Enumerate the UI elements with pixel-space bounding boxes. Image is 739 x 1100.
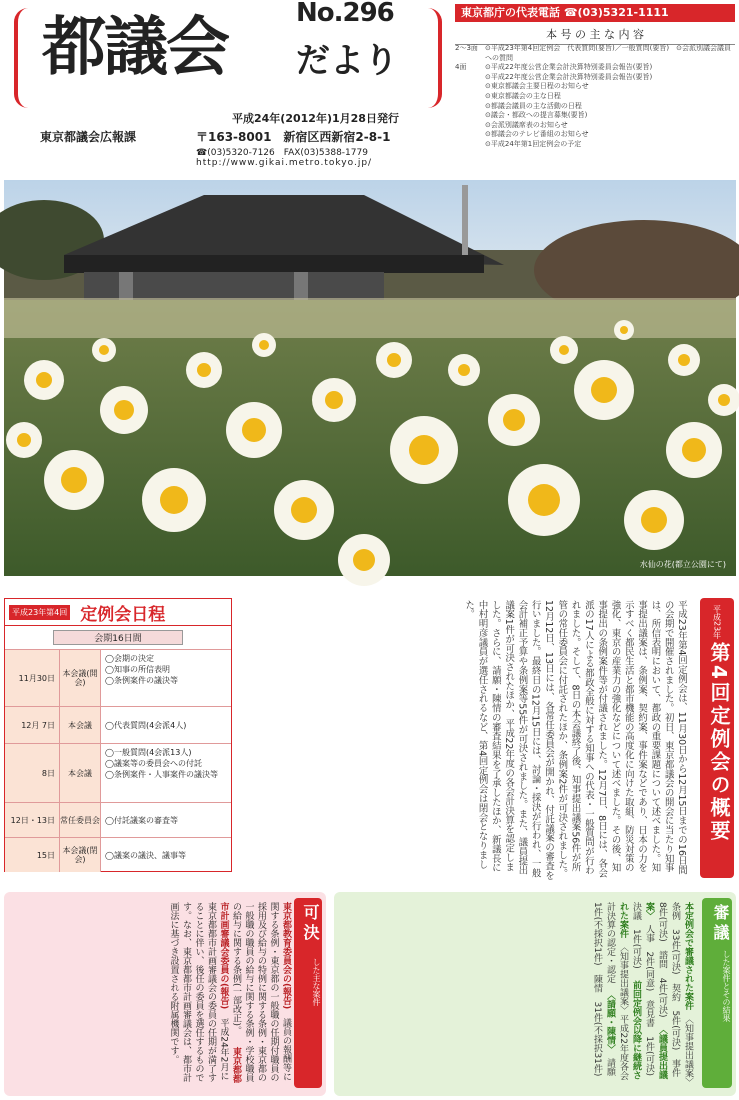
passed-label bbox=[294, 898, 322, 1088]
passed-heading: 東京都教育委員会の(報告) bbox=[281, 902, 291, 1010]
contents-row: ⊙東京都議会の主な日程 bbox=[485, 91, 561, 100]
issue-number: No.296 bbox=[296, 0, 394, 28]
schedule-type: 本会議 bbox=[59, 744, 100, 802]
schedule-row: 12月 7日 本会議 ◯代表質問(4会派4人) bbox=[5, 706, 231, 743]
website-url[interactable]: http://www.gikai.metro.tokyo.jp/ bbox=[196, 158, 373, 168]
schedule-period: 会期16日間 bbox=[53, 630, 183, 645]
passed-bills-panel bbox=[4, 892, 326, 1096]
session-headline bbox=[700, 598, 734, 878]
daffodil-field-illustration bbox=[4, 180, 736, 576]
schedule-tag: 平成23年第4回 bbox=[9, 605, 70, 620]
contents-row: ⊙議会・都政への提言募集(要旨) bbox=[485, 111, 588, 120]
schedule-row: 8日 本会議 ◯一般質問(4会派13人) ◯議案等の委員会への付託 ◯条例案件・人事案件の議決等 bbox=[5, 743, 231, 802]
contents-row: ⊙都議会議員の主な活動の日程 bbox=[485, 101, 582, 110]
schedule-type: 常任委員会 bbox=[59, 803, 100, 837]
deliberated-body: 人事 2件(同意) 意見書 1件(可決) 決議 1件(可決) bbox=[631, 902, 654, 1085]
contents-list bbox=[455, 44, 737, 150]
contents-title: 本 号 の 主 な 内 容 bbox=[455, 26, 735, 45]
publish-date: 平成24年(2012年)1月28日発行 bbox=[232, 112, 399, 125]
passed-heading: 東京都都市計画審議会委員の(報告) bbox=[218, 902, 241, 1083]
postal-address: 〒163-8001 新宿区西新宿2-8-1 bbox=[196, 130, 391, 144]
headline-title: 第4回定例会の概要 bbox=[707, 642, 731, 843]
schedule-header bbox=[5, 599, 231, 626]
passed-body: 平成24年2月に東京都都市計画審議会の委員の任期が満了することに伴い、後任の委員を選任するものです。なお、東京都都市計画審議会は、都市計画法に基づき設置される附属機関です。 bbox=[168, 902, 229, 1082]
deliberated-heading: 〈議員提出議案〉 bbox=[644, 902, 667, 1079]
schedule-row: 12日・13日 常任委員会 ◯付託議案の審査等 bbox=[5, 802, 231, 837]
deliberated-label-subtitle: した案件とその結果 bbox=[722, 950, 731, 1022]
schedule-row: 15日 本会議(閉会) ◯議案の議決、議事等 bbox=[5, 837, 231, 872]
contents-row: ⊙平成24年第1回定例会の予定 bbox=[485, 139, 582, 148]
deliberated-heading: 〈請願・陳情〉 bbox=[605, 994, 615, 1049]
contents-row: 2～3面 ⊙平成23年第4回定例会 代表質問(要旨)／一般質問(要旨) ⊙会派別議会議員への質問 bbox=[455, 44, 732, 62]
headline-year: 平成23年 bbox=[712, 604, 722, 640]
passed-label-title: 可決 bbox=[301, 904, 320, 944]
schedule-date: 15日 bbox=[5, 838, 59, 872]
contents-row: ⊙東京都議会主要日程のお知らせ bbox=[485, 82, 589, 91]
newsletter-title-suffix: だより bbox=[296, 41, 398, 81]
schedule-title: 定例会日程 bbox=[80, 604, 166, 625]
schedule-date: 12月 7日 bbox=[5, 707, 59, 743]
deliberated-bills-text bbox=[344, 902, 694, 1091]
contents-row: ⊙都議会のテレビ番組のお知らせ bbox=[485, 130, 589, 139]
photo-caption: 水仙の花(都立公園にて) bbox=[639, 560, 726, 569]
contents-row: ⊙会派別議席表のお知らせ bbox=[485, 120, 568, 129]
publisher: 東京都議会広報課 bbox=[40, 130, 137, 144]
deliberated-body: 〈知事提出議案〉平成22年度各会計決算の認定・認定 bbox=[605, 902, 628, 1080]
passed-bills-text bbox=[16, 902, 292, 1086]
phone-banner: 東京都庁の代表電話 ☎(03)5321-1111 bbox=[455, 4, 735, 22]
passed-body: 議員の報酬等に関する条例・東京都の一般職の任期付職員の採用及び給与の特例に関する条例・東京都の一般職の職員の給与に関する条例・学校職員の給与に関する条例(一部改正)。 bbox=[231, 902, 291, 1082]
daffodil-photo bbox=[4, 180, 736, 576]
schedule-row: 11月30日 本会議(開会) ◯会期の決定 ◯知事の所信表明 ◯条例案件の議決等 bbox=[5, 649, 231, 706]
contents-row: ⊙平成22年度公営企業会計決算特別委員会報告(要旨) bbox=[485, 72, 653, 81]
deliberated-heading: 本定例会で審議された案件 bbox=[683, 902, 693, 1010]
passed-label-subtitle: した主な案件 bbox=[312, 958, 321, 1006]
schedule-type: 本会議 bbox=[59, 707, 100, 743]
deliberated-body: 〈知事提出議案〉 条例 33件(可決) 契約 5件(可決) 事件 8件(可決) 諮問 4件(可決) bbox=[657, 902, 693, 1091]
contents-row: 4面 ⊙平成22年度公営企業会計決算特別委員会報告(要旨) bbox=[455, 63, 653, 72]
schedule-type: 本会議(開会) bbox=[59, 650, 100, 706]
schedule-date: 8日 bbox=[5, 744, 59, 802]
session-schedule bbox=[4, 598, 232, 872]
session-summary-text: 平成23年第4回定例会は、11月30日から12月15日までの16日間の会期で開催されました。初日、東京都議会の開会に当たり知事は、所信表明において、都政の重要課題について述べました。知事提出議案は、条例案、契約案、事件案などであり、日本の力を示すべく都民生活と都市機能の高度化に向けた取組、防災対策の強化、東京の産業力の強化などについて述べました。その後、知事提出の条例案件等が付議されました。12月7日、8日には、各会派の17人による都政全般に対する知事への代表・一般質問が行われました。そして、8日の本会議終了後、知事提出議案56件が所管の常任委員会に付託されたほか、条例案2件が可決されました。12月12日、13日には、各常任委員会が開かれ、付託議案の審査を行いました。最終日の12月15日には、討論・採決が行われ、一般会計補正予算や条例案等55件が可決されました。また、議員提出議案1件が可決されたほか、平成22年度の各会計決算を認定しました。さらに、請願・陳情の審査結果を了承したほか、新議長に中村明彦議員が選任されるなど、第4回定例会は閉会となりました。 bbox=[463, 600, 687, 880]
schedule-date: 12日・13日 bbox=[5, 803, 59, 837]
schedule-date: 11月30日 bbox=[5, 650, 59, 706]
deliberated-body: 請願 1件(不採択1件) 陳情 31件(不採択31件) bbox=[592, 902, 615, 1085]
newsletter-title: 都議会 bbox=[42, 11, 228, 85]
deliberated-label-title: 審議 bbox=[711, 904, 730, 944]
deliberated-heading: 前回定例会以降に継続された案件 bbox=[618, 902, 641, 1080]
deliberated-label bbox=[702, 898, 732, 1088]
schedule-type: 本会議(閉会) bbox=[59, 838, 100, 872]
tel-fax: ☎(03)5320-7126 FAX(03)5388-1779 bbox=[196, 148, 368, 158]
deliberated-bills-panel bbox=[334, 892, 736, 1096]
